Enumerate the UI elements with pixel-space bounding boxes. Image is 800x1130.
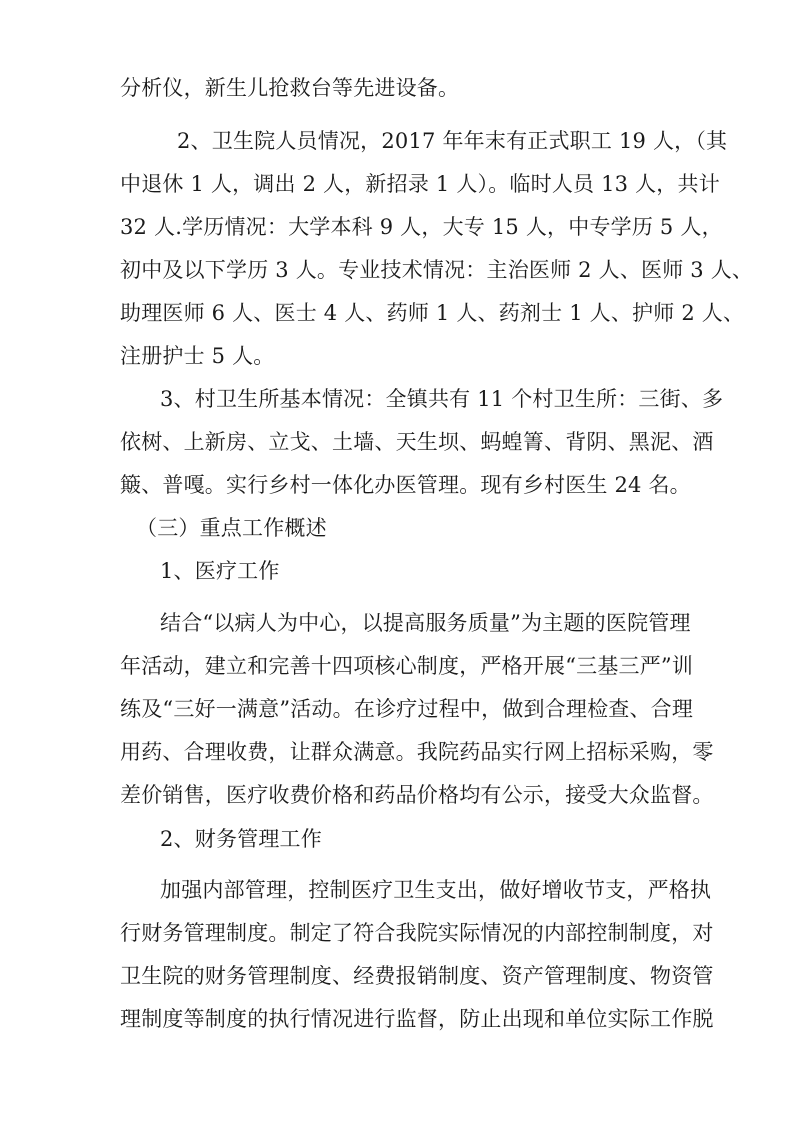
section-heading: （三）重点工作概述 — [136, 516, 327, 540]
text-line: 分析仪，新生儿抢救台等先进设备。 — [120, 76, 460, 100]
text-line: 行财务管理制度。制定了符合我院实际情况的内部控制制度，对 — [120, 921, 714, 945]
text-line: 初中及以下学历 3 人。专业技术情况：主治医师 2 人、医师 3 人、 — [120, 258, 754, 282]
paragraph-line: 2、卫生院人员情况，2017 年年末有正式职工 19 人，（其 — [177, 129, 728, 153]
subsection-heading: 2、财务管理工作 — [160, 827, 322, 851]
paragraph-line: 加强内部管理，控制医疗卫生支出，做好增收节支，严格执 — [160, 878, 712, 902]
subsection-heading: 1、医疗工作 — [160, 559, 280, 583]
paragraph-line: 结合“以病人为中心，以提高服务质量”为主题的医院管理 — [160, 611, 691, 635]
text-line: 用药、合理收费，让群众满意。我院药品实行网上招标采购，零 — [120, 740, 714, 764]
text-line: 簸、普嘎。实行乡村一体化办医管理。现有乡村医生 24 名。 — [120, 473, 691, 497]
paragraph-line: 3、村卫生所基本情况：全镇共有 11 个村卫生所：三街、多 — [160, 387, 724, 411]
text-line: 卫生院的财务管理制度、经费报销制度、资产管理制度、物资管 — [120, 964, 714, 988]
text-line: 32 人.学历情况：大学本科 9 人，大专 15 人，中专学历 5 人， — [120, 215, 723, 239]
text-line: 理制度等制度的执行情况进行监督，防止出现和单位实际工作脱 — [120, 1007, 714, 1031]
text-line: 差价销售，医疗收费价格和药品价格均有公示，接受大众监督。 — [120, 783, 714, 807]
text-line: 年活动，建立和完善十四项核心制度，严格开展“三基三严”训 — [120, 654, 694, 678]
text-line: 依树、上新房、立戈、土墙、天生坝、蚂蝗箐、背阴、黑泥、酒 — [120, 430, 714, 454]
text-line: 练及“三好一满意”活动。在诊疗过程中，做到合理检查、合理 — [120, 697, 694, 721]
text-line: 中退休 1 人，调出 2 人，新招录 1 人）。临时人员 13 人，共计 — [120, 172, 720, 196]
text-line: 助理医师 6 人、医士 4 人、药师 1 人、药剂士 1 人、护师 2 人、 — [120, 301, 745, 325]
text-line: 注册护士 5 人。 — [120, 344, 275, 368]
